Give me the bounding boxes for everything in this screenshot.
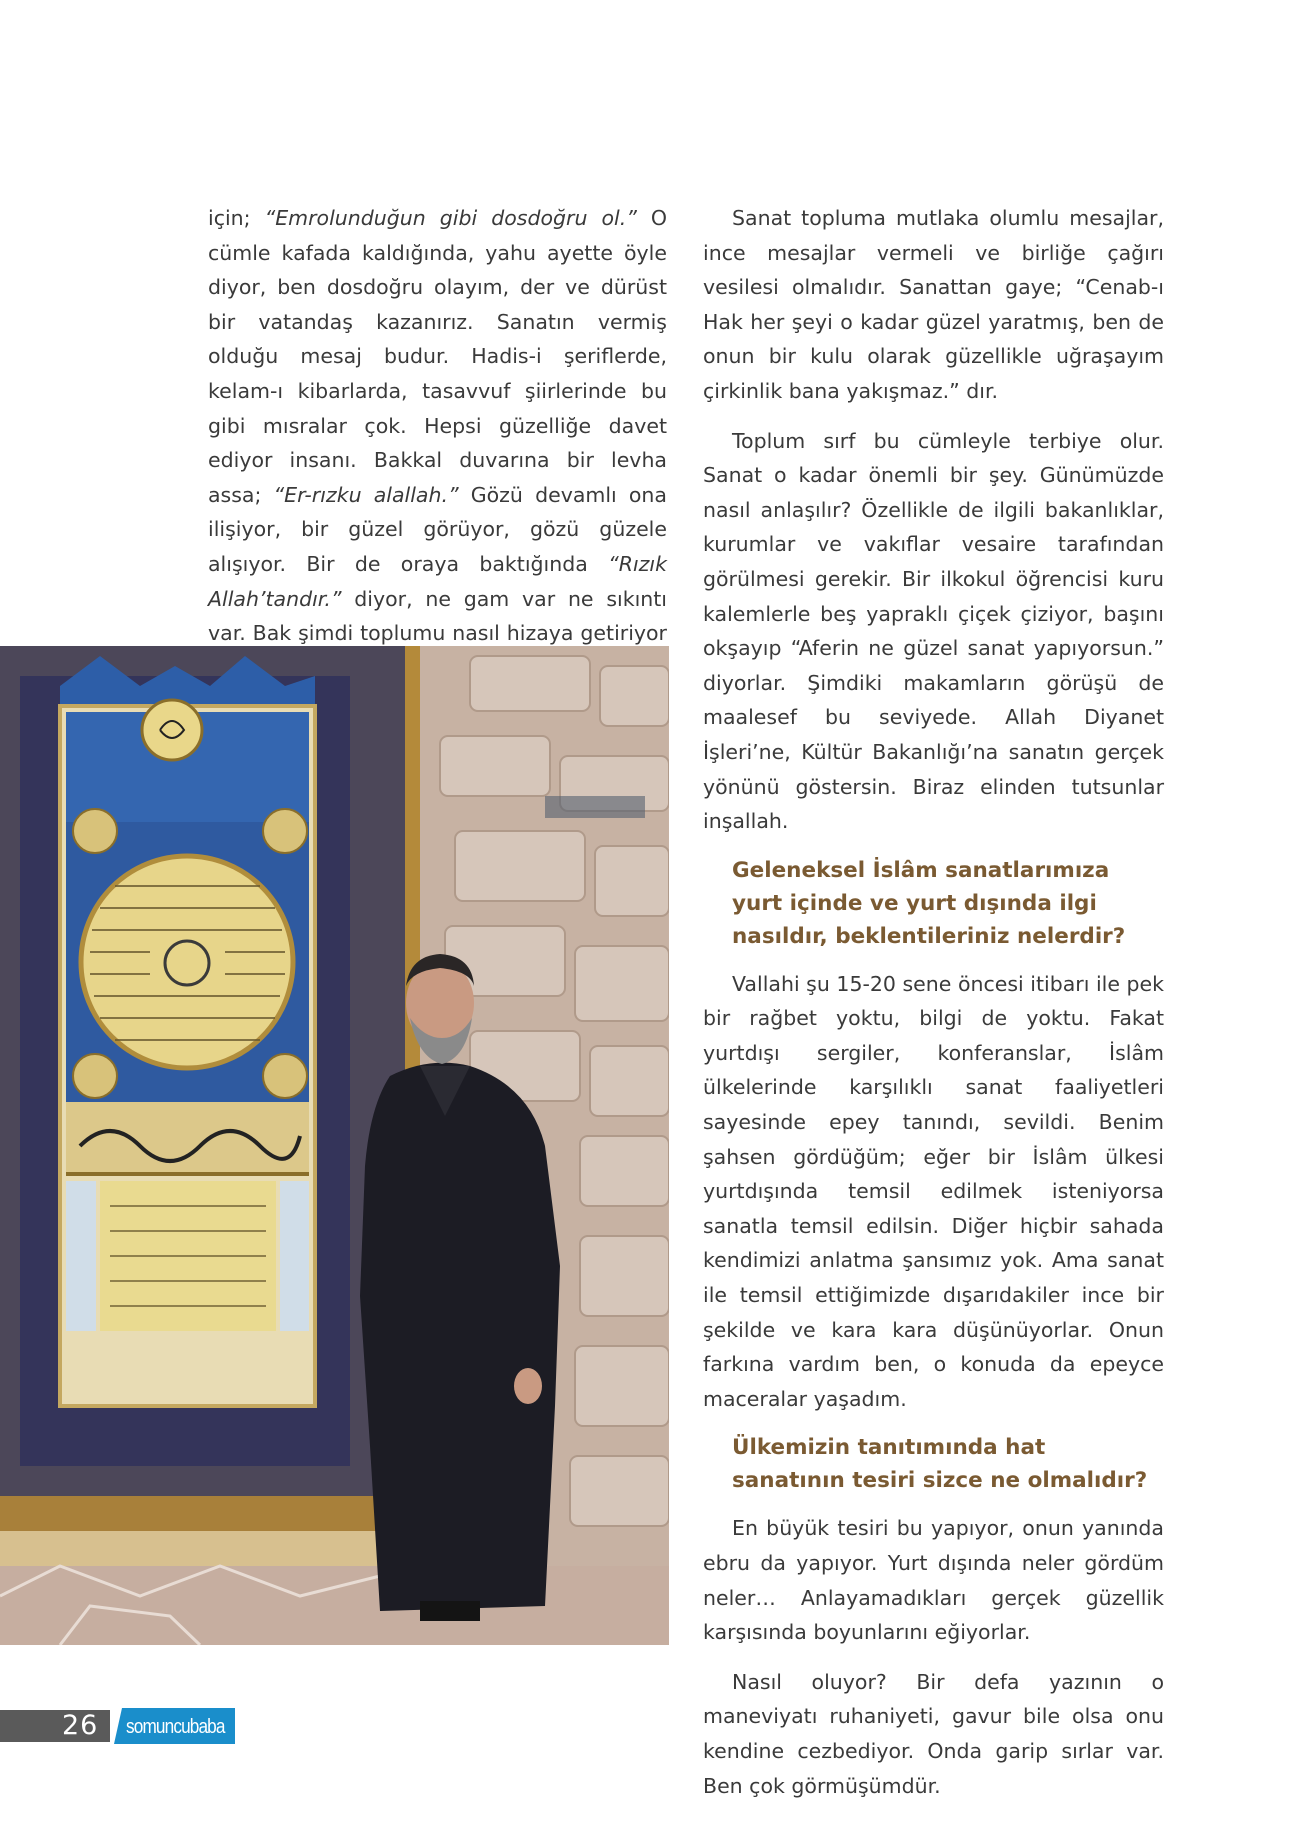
body-paragraph: Vallahi şu 15-20 sene öncesi itibarı ile pek bir rağbet yoktu, bilgi de yoktu. Fakat yurtdışı sergiler, konferanslar, İslâm ülkelerinde karşılıklı sanat faaliyetleri sayesinde epey tanındı, sevildi. Benim şahsen gördüğüm; eğer bir İslâm ülkesi yurtdışında temsil edilmek isteniyorsa sanatla temsil edilsin. Diğer hiçbir sahada kendimizi anlatma şansımız yok. Ama sanat ile temsil ettiğimizde dışarıdakiler ince bir şekilde ve kara kara düşünüyorlar. Onun farkına vardım ben, o konuda da epeyce maceralar yaşadım. (703, 971, 1164, 1411)
body-paragraph: Sanat topluma mutlaka olumlu mesajlar, ince mesajlar vermeli ve birliğe çağırı vesilesi olmalıdır. Sanattan gaye; “Cenab-ı Hak her şeyi o kadar güzel yaratmış, ben de onun bir kulu olarak güzellikle uğraşayım çirkinlik bana yakışmaz.” dır. (703, 206, 1164, 403)
body-paragraph: Nasıl oluyor? Bir defa yazının o maneviyatı ruhaniyeti, gavur bile olsa onu kendine cezbediyor. Onda garip sırlar var. Ben çok görmüşümdür. (703, 1669, 1164, 1798)
interview-question: Ülkemizin tanıtımında hat sanatının tesiri sizce ne olmalıdır? (732, 1435, 1148, 1494)
quote: “Er-rızku alallah.” (273, 482, 459, 507)
interview-question: Geleneksel İslâm sanatlarımıza yurt içinde ve yurt dışında ilgi nasıldır, beklentileriniz nelerdir? (732, 857, 1126, 949)
left-column (208, 201, 667, 685)
photo-calligrapher-with-hilye (0, 646, 669, 1645)
brand-logo: somuncubaba (126, 1716, 225, 1738)
quote: “Rızık Allah’tandır.” (208, 551, 667, 611)
body-paragraph: En büyük tesiri bu yapıyor, onun yanında ebru da yapıyor. Yurt dışında neler gördüm neler… Anlayamadıkları gerçek güzellik karşısında boyunlarını eğiyorlar. (703, 1516, 1164, 1645)
quote: “Emrolunduğun gibi dosdoğru ol.” (264, 206, 637, 230)
page-number: 26 (62, 1710, 99, 1741)
right-column (703, 201, 1164, 1818)
body-paragraph: için; “Emrolunduğun gibi dosdoğru ol.” O cümle kafada kaldığında, yahu ayette öyle diyor, ben dosdoğru olayım, der ve dürüst bir vatandaş kazanırız. Sanatın vermiş olduğu mesaj budur. Hadis-i şeriflerde, kelam-ı kibarlarda, tasavvuf şiirlerinde bu gibi mısralar çok. Hepsi güzelliğe davet ediyor insanı. Bakkal duvarına bir levha assa; “Er-rızku alallah.” Gözü devamlı ona ilişiyor, bir güzel görüyor, gözü güzele alışıyor. Bir de oraya baktığında “Rızık Allah’tandır.” diyor, ne gam var ne sıkıntı var. Bak şimdi toplumu nasıl hizaya getiriyor (208, 206, 667, 646)
body-paragraph: Toplum sırf bu cümleyle terbiye olur. Sanat o kadar önemli bir şey. Günümüzde nasıl anlaşılır? Özellikle de ilgili bakanlıklar, kurumlar ve vakıflar vesaire tarafından görülmesi gerekir. Bir ilkokul öğrencisi kuru kalemlerle beş yapraklı çiçek çiziyor, başını okşayıp “Aferin ne güzel sanat yapıyorsun.” diyorlar. Şimdiki makamların görüşü de maalesef bu seviyede. Allah Diyanet İşleri’ne, Kültür Bakanlığı’na sanatın gerçek yönünü göstersin. Biraz elinden tutsunlar inşallah. (703, 428, 1164, 834)
